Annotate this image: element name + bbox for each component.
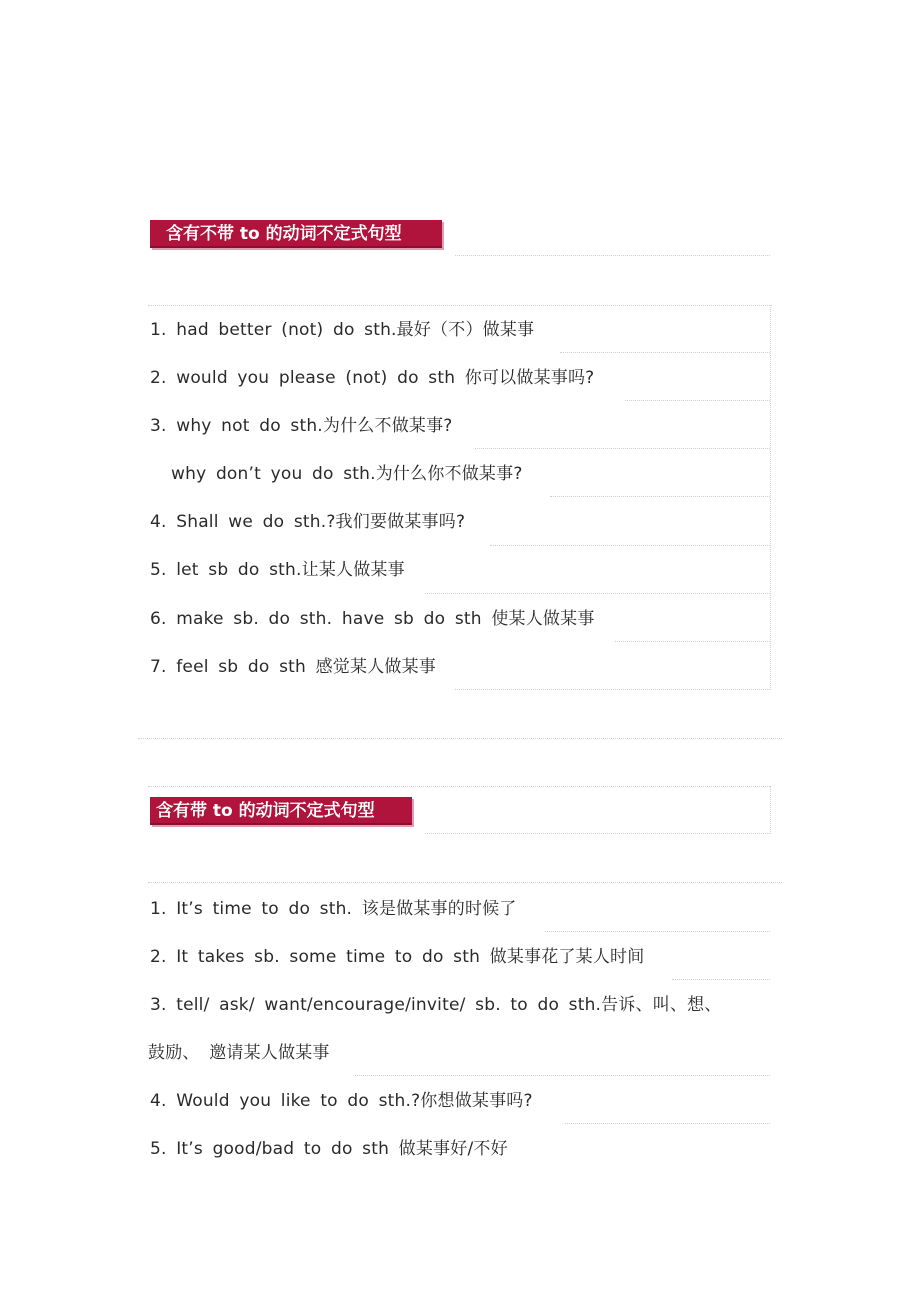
divider — [490, 545, 770, 546]
divider — [425, 833, 770, 834]
list-item: 1. had better (not) do sth.最好（不）做某事 — [150, 320, 535, 340]
list-item: 2. It takes sb. some time to do sth 做某事花了某人时间 — [150, 947, 645, 967]
divider — [615, 641, 770, 642]
divider — [148, 786, 770, 787]
divider — [138, 738, 782, 739]
list-item: 5. let sb do sth.让某人做某事 — [150, 560, 405, 580]
list-item: 3. why not do sth.为什么不做某事? — [150, 416, 453, 436]
divider — [545, 931, 770, 932]
divider — [672, 979, 770, 980]
divider — [565, 1123, 770, 1124]
list-item: 1. It’s time to do sth. 该是做某事的时候了 — [150, 899, 517, 919]
list-item: 5. It’s good/bad to do sth 做某事好/不好 — [150, 1139, 508, 1159]
list-item: 3. tell/ ask/ want/encourage/invite/ sb. to do sth.告诉、叫、想、 — [150, 995, 722, 1015]
divider — [148, 882, 782, 883]
divider — [475, 448, 770, 449]
divider — [455, 689, 770, 690]
list-item: 6. make sb. do sth. have sb do sth 使某人做某事 — [150, 609, 595, 629]
divider — [770, 305, 771, 690]
list-item: 7. feel sb do sth 感觉某人做某事 — [150, 657, 437, 677]
divider — [355, 1075, 770, 1076]
divider — [560, 352, 770, 353]
list-item: 4. Shall we do sth.?我们要做某事吗? — [150, 512, 466, 532]
divider — [425, 593, 770, 594]
divider — [770, 786, 771, 834]
list-item: why don’t you do sth.为什么你不做某事? — [171, 464, 523, 484]
divider — [148, 305, 772, 306]
divider — [625, 400, 770, 401]
list-item: 2. would you please (not) do sth 你可以做某事吗? — [150, 368, 595, 388]
section-1-title: 含有不带 to 的动词不定式句型 — [150, 220, 442, 248]
list-item: 4. Would you like to do sth.?你想做某事吗? — [150, 1091, 533, 1111]
section-2-title: 含有带 to 的动词不定式句型 — [150, 797, 412, 825]
divider — [455, 255, 770, 256]
divider — [550, 496, 770, 497]
list-item: 鼓励、 邀请某人做某事 — [148, 1043, 330, 1063]
